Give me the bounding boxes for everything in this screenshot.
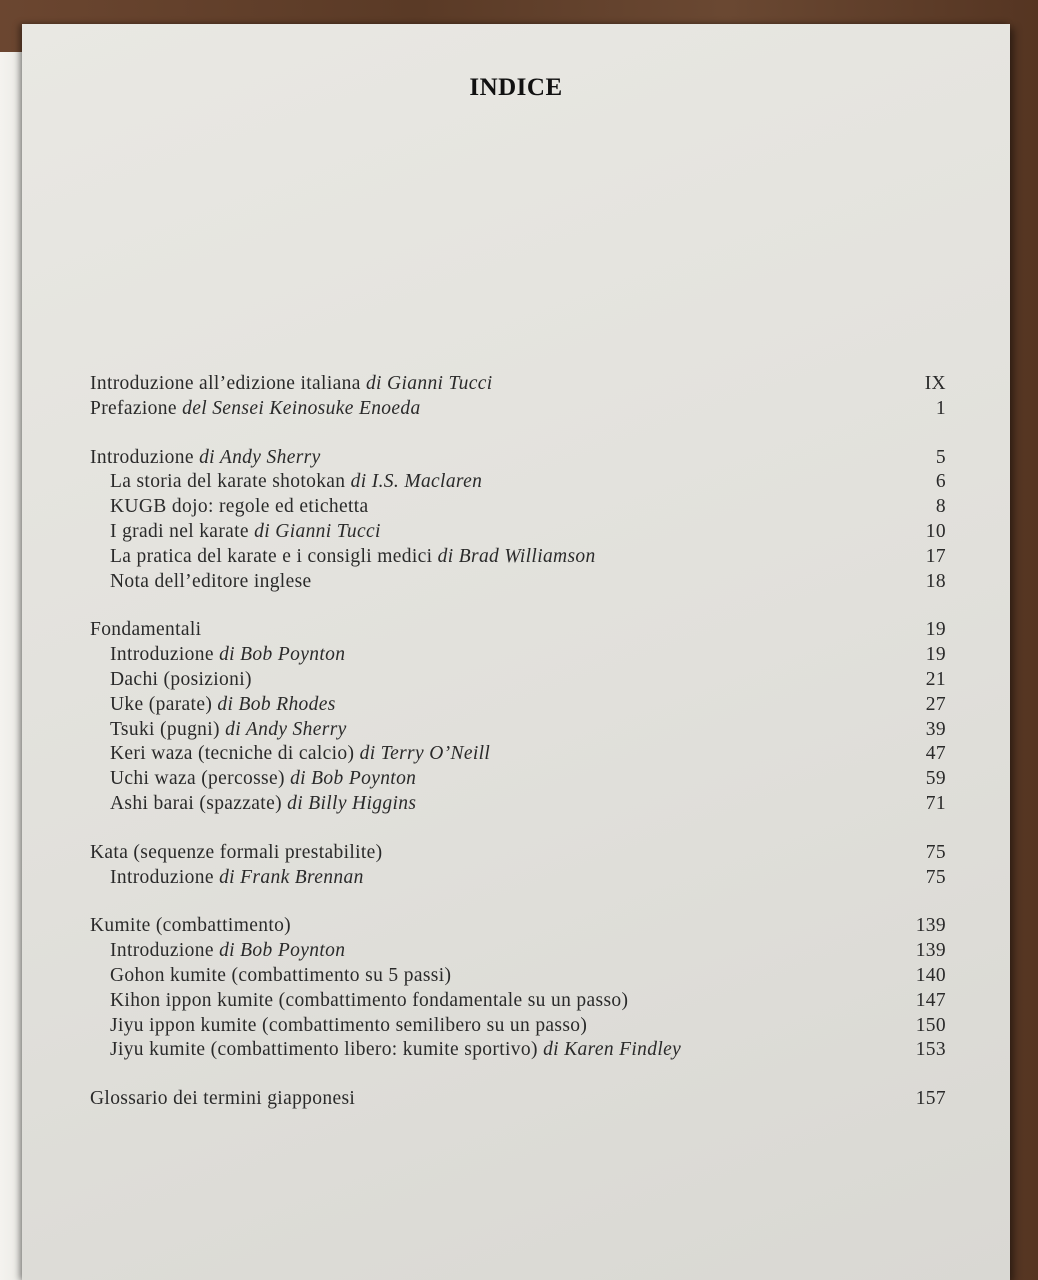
toc-entry-author: del Sensei Keinosuke Enoeda xyxy=(182,397,421,419)
toc-entry-label xyxy=(110,793,416,815)
toc-entry xyxy=(90,373,946,398)
page-title: INDICE xyxy=(469,74,563,101)
toc-entry-title: Ashi barai (spazzate) xyxy=(110,792,282,814)
toc-entry-page-number: 18 xyxy=(925,570,946,592)
toc-entry-author: di Brad Williamson xyxy=(437,545,596,567)
toc-entry xyxy=(90,965,946,990)
book-page xyxy=(22,24,1010,1280)
toc-entry-title: Glossario dei termini giapponesi xyxy=(90,1088,356,1110)
toc-entry-page-number: 27 xyxy=(925,693,946,715)
toc-entry-page-number: 17 xyxy=(925,545,946,567)
toc-entry-label xyxy=(110,1015,587,1037)
toc-section xyxy=(90,842,946,892)
toc-entry xyxy=(90,915,946,940)
toc-entry xyxy=(90,743,946,768)
toc-entry xyxy=(90,867,946,892)
toc-entry-title: Uke (parate) xyxy=(110,693,213,715)
toc-entry-page-number: 19 xyxy=(925,644,946,666)
toc-entry-author: di Karen Findley xyxy=(543,1039,682,1061)
toc-entry-label xyxy=(110,521,381,543)
toc-entry xyxy=(90,546,946,571)
toc-entry-page-number: 59 xyxy=(925,768,946,790)
toc-entry xyxy=(90,669,946,694)
toc-entry xyxy=(90,1039,946,1064)
toc-entry xyxy=(90,398,946,423)
toc-entry-author: di Billy Higgins xyxy=(287,792,417,814)
toc-entry-page-number: 153 xyxy=(915,1039,946,1061)
toc-entry-title: Fondamentali xyxy=(90,619,202,641)
toc-entry-page-number: 21 xyxy=(925,668,946,690)
toc-entry-title: Introduzione xyxy=(110,866,214,888)
toc-entry-title: La storia del karate shotokan xyxy=(110,471,346,493)
toc-section xyxy=(90,915,946,1064)
toc-entry xyxy=(90,644,946,669)
toc-entry-page-number: 19 xyxy=(925,619,946,641)
toc-entry-page-number: 10 xyxy=(925,520,946,542)
toc-entry-label xyxy=(90,1088,355,1110)
toc-entry xyxy=(90,521,946,546)
toc-entry-label xyxy=(110,471,482,493)
toc-entry-page-number: 6 xyxy=(935,471,946,493)
toc-section xyxy=(90,619,946,817)
toc-entry-title: KUGB dojo: regole ed etichetta xyxy=(110,496,369,518)
toc-entry-label xyxy=(90,915,291,937)
toc-entry-author: di Gianni Tucci xyxy=(254,520,381,542)
table-of-contents xyxy=(90,373,946,1137)
toc-entry xyxy=(90,990,946,1015)
toc-entry-author: di Frank Brennan xyxy=(219,866,364,888)
toc-entry-author: di Terry O’Neill xyxy=(359,743,491,765)
toc-entry-page-number: 75 xyxy=(925,866,946,888)
toc-entry-label xyxy=(110,743,490,765)
toc-entry-page-number: 157 xyxy=(915,1088,946,1110)
toc-entry-label xyxy=(90,842,383,864)
toc-entry-label xyxy=(90,447,321,469)
toc-section xyxy=(90,447,946,596)
toc-entry-page-number: 47 xyxy=(925,743,946,765)
toc-entry-page-number: 1 xyxy=(935,397,946,419)
toc-section xyxy=(90,1088,946,1113)
toc-entry xyxy=(90,793,946,818)
toc-entry xyxy=(90,768,946,793)
toc-entry xyxy=(90,842,946,867)
toc-entry-title: Introduzione all’edizione italiana xyxy=(90,373,361,394)
toc-entry-label xyxy=(90,619,201,641)
toc-entry-page-number: 150 xyxy=(915,1014,946,1036)
toc-entry-page-number: 139 xyxy=(915,940,946,962)
toc-entry-label xyxy=(110,546,596,568)
toc-entry-label xyxy=(110,644,345,666)
toc-entry-label xyxy=(110,940,345,962)
toc-entry-title: Nota dell’editore inglese xyxy=(110,570,312,592)
toc-entry xyxy=(90,471,946,496)
toc-entry xyxy=(90,496,946,521)
toc-entry-title: Dachi (posizioni) xyxy=(110,668,252,690)
toc-entry-author: di Bob Poynton xyxy=(219,644,346,666)
toc-section xyxy=(90,373,946,423)
toc-entry xyxy=(90,1088,946,1113)
toc-entry-page-number: 8 xyxy=(935,496,946,518)
toc-entry-author: di Andy Sherry xyxy=(225,718,347,740)
toc-entry-label xyxy=(110,965,451,987)
toc-entry-label xyxy=(110,1039,681,1061)
toc-entry xyxy=(90,1015,946,1040)
toc-entry-author: di Gianni Tucci xyxy=(365,373,493,394)
toc-entry-title: Kata (sequenze formali prestabilite) xyxy=(90,841,383,863)
toc-entry xyxy=(90,619,946,644)
toc-entry-title: La pratica del karate e i consigli medici xyxy=(110,545,433,567)
toc-entry xyxy=(90,719,946,744)
toc-entry-title: Introduzione xyxy=(110,644,214,666)
toc-entry-author: di Bob Poynton xyxy=(219,940,346,962)
toc-entry xyxy=(90,447,946,472)
toc-entry-title: Uchi waza (percosse) xyxy=(110,768,285,790)
toc-entry-label xyxy=(110,768,416,790)
toc-entry xyxy=(90,940,946,965)
toc-entry-title: Jiyu kumite (combattimento libero: kumite sportivo) xyxy=(110,1039,538,1061)
toc-entry-author: di Bob Poynton xyxy=(290,768,417,790)
toc-entry-label xyxy=(90,373,493,395)
toc-entry-page-number: 71 xyxy=(925,792,946,814)
toc-entry-title: Gohon kumite (combattimento su 5 passi) xyxy=(110,964,452,986)
toc-entry-page-number: 5 xyxy=(935,446,946,468)
toc-entry-label xyxy=(110,496,369,518)
toc-entry-label xyxy=(110,867,364,889)
toc-entry-page-number: 139 xyxy=(915,915,946,937)
toc-entry-label xyxy=(110,694,336,716)
toc-entry-title: Jiyu ippon kumite (combattimento semilibero su un passo) xyxy=(110,1014,588,1036)
toc-entry-title: Introduzione xyxy=(110,940,214,962)
toc-entry-author: di Bob Rhodes xyxy=(217,693,336,715)
toc-entry-label xyxy=(110,669,252,691)
toc-entry-title: I gradi nel karate xyxy=(110,520,249,542)
toc-entry-label xyxy=(110,990,628,1012)
toc-entry-label xyxy=(110,719,347,741)
toc-entry-title: Introduzione xyxy=(90,446,194,468)
toc-entry-author: di I.S. Maclaren xyxy=(350,471,483,493)
toc-entry-title: Keri waza (tecniche di calcio) xyxy=(110,743,355,765)
toc-entry-title: Kumite (combattimento) xyxy=(90,915,292,937)
toc-entry-page-number: 75 xyxy=(925,841,946,863)
toc-entry xyxy=(90,571,946,596)
toc-entry-page-number: 140 xyxy=(915,964,946,986)
toc-entry-page-number: IX xyxy=(924,373,946,394)
toc-entry-label xyxy=(90,398,421,420)
toc-entry-author: di Andy Sherry xyxy=(199,446,321,468)
toc-entry-title: Tsuki (pugni) xyxy=(110,718,220,740)
toc-entry-label xyxy=(110,571,312,593)
toc-entry xyxy=(90,694,946,719)
toc-entry-title: Prefazione xyxy=(90,397,177,419)
toc-entry-page-number: 39 xyxy=(925,718,946,740)
toc-entry-title: Kihon ippon kumite (combattimento fondamentale su un passo) xyxy=(110,989,629,1011)
toc-entry-page-number: 147 xyxy=(915,989,946,1011)
